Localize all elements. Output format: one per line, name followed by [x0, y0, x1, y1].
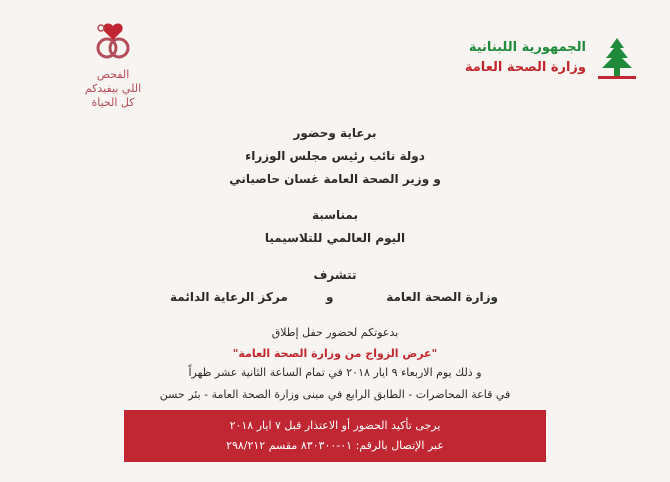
occasion-label: بمناسبة — [312, 208, 358, 222]
ministry-name: وزارة الصحة العامة — [464, 60, 586, 75]
dignitary-line: دولة نائب رئيس مجلس الوزراء — [245, 149, 425, 163]
invite-line: بدعوتكم لحضور حفل إطلاق — [271, 326, 399, 339]
rsvp-deadline: يرجى تأكيد الحضور أو الاعتذار قبل ٧ ايار ٢٠١٨ — [229, 419, 441, 432]
venue-line: في قاعة المحاضرات - الطابق الرابع في مبنى وزارة الصحة العامة - بئر حسن — [159, 388, 511, 401]
event-title: "عرض الزواج من وزارة الصحة العامة" — [232, 347, 438, 360]
occasion-title: اليوم العالمي للتلاسيميا — [264, 231, 406, 245]
host-conjunction: و — [326, 290, 334, 304]
host-ministry: وزارة الصحة العامة — [386, 290, 498, 304]
hosts-row — [0, 290, 670, 310]
ministry-logo — [420, 36, 640, 86]
campaign-line-2: اللي بيفيدكم — [84, 82, 142, 95]
rings-heart-icon — [83, 18, 143, 68]
campaign-logo — [48, 18, 178, 110]
campaign-line-3: كل الحياة — [91, 96, 135, 109]
campaign-line-1: الفحص — [96, 68, 130, 81]
cedar-icon — [594, 36, 640, 82]
honored-label: تتشرف — [313, 268, 357, 282]
datetime-line: و ذلك يوم الاربعاء ٩ ايار ٢٠١٨ في تمام الساعة الثانية عشر ظهراً — [188, 366, 482, 379]
republic-name: الجمهورية اللبنانية — [468, 40, 586, 55]
rsvp-banner — [124, 410, 546, 462]
rsvp-phone: عبر الإتصال بالرقم: ٠١-٨٣٠٣٠٠ مقسم ٢٩٨/٢١٢ — [226, 439, 444, 452]
minister-line: و وزير الصحة العامة غسان حاصباني — [229, 172, 441, 186]
patronage-line: برعاية وحضور — [293, 126, 377, 140]
host-care-center: مركز الرعاية الدائمة — [170, 290, 288, 304]
